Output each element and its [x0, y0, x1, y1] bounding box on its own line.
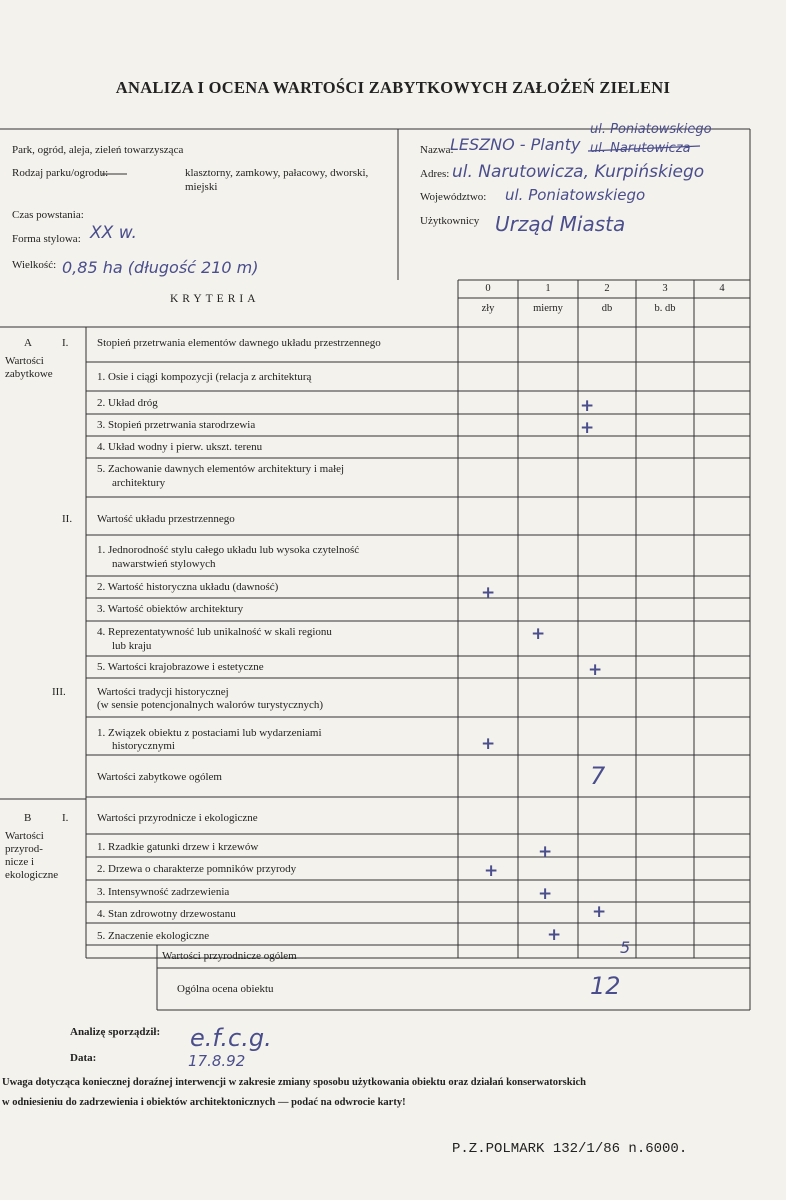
mark-b-3: +	[538, 884, 553, 904]
a1-item-4: 4. Układ wodny i pierw. ukszt. terenu	[97, 441, 263, 453]
b-item-4: 4. Stan zdrowotny drzewostanu	[97, 908, 236, 920]
mark-a2-5: +	[588, 660, 603, 680]
time-label: Czas powstania:	[12, 209, 84, 221]
name-value: LESZNO - Planty	[450, 135, 581, 154]
grade-3-label: b. db	[654, 303, 676, 314]
grade-2-label: db	[601, 303, 613, 314]
overall-value: 12	[590, 972, 621, 1000]
section-b-roman: I.	[62, 812, 69, 824]
a1-title: Stopień przetrwania elementów dawnego układu przestrzennego	[97, 337, 381, 349]
size-value: 0,85 ha (długość 210 m)	[62, 258, 259, 277]
b-item-2: 2. Drzewa o charakterze pomników przyrody	[97, 863, 297, 875]
style-label: Forma stylowa:	[12, 233, 81, 245]
note-line-1: Uwaga dotycząca koniecznej doraźnej interwencji w zakresie zmiany sposobu użytkowania obiektu oraz działań konserwatorskich	[2, 1077, 586, 1088]
section-b-label-1: Wartości	[5, 830, 44, 842]
voivodeship-label: Województwo:	[420, 191, 487, 203]
a3-title-1: Wartości tradycji historycznej	[97, 686, 229, 698]
kind-options-cont: miejski	[185, 181, 218, 193]
grade-0-num: 0	[485, 283, 491, 294]
a2-item-1-cont: nawarstwień stylowych	[112, 558, 216, 570]
b-item-1: 1. Rzadkie gatunki drzew i krzewów	[97, 841, 259, 853]
mark-a2-4: +	[531, 624, 546, 644]
a2-title: Wartość układu przestrzennego	[97, 513, 235, 525]
grade-0-label: zły	[481, 303, 495, 314]
date-label: Data:	[70, 1052, 97, 1064]
mark-b-2: +	[484, 861, 499, 881]
date-value: 17.8.92	[188, 1052, 246, 1070]
user-label: Użytkownicy	[420, 215, 480, 227]
mark-b-1: +	[538, 842, 553, 862]
a-total-label: Wartości zabytkowe ogólem	[97, 771, 222, 783]
section-a-label-1: Wartości	[5, 355, 44, 367]
a3-item-1: 1. Związek obiektu z postaciami lub wydarzeniami	[97, 727, 322, 739]
voivodeship-value: ul. Poniatowskiego	[505, 186, 646, 204]
a1-item-5: 5. Zachowanie dawnych elementów architektury i małej	[97, 463, 345, 475]
footer-code: P.Z.POLMARK 132/1/86 n.6000.	[452, 1141, 688, 1157]
a2-item-2: 2. Wartość historyczna układu (dawność)	[97, 581, 279, 593]
style-value: XX w.	[90, 223, 137, 243]
a3-title-2: (w sensie potencjonalnych walorów turystycznych)	[97, 699, 324, 711]
a2-item-4-cont: lub kraju	[112, 640, 152, 652]
name-label: Nazwa:	[420, 144, 454, 156]
section-a-letter: A	[24, 337, 32, 349]
grade-2-num: 2	[604, 283, 610, 294]
a1-item-1: 1. Osie i ciągi kompozycji (relacja z architekturą	[97, 371, 312, 383]
name-struck: ul. Narutowicza	[590, 141, 691, 156]
type-label: Park, ogród, aleja, zieleń towarzysząca	[12, 144, 184, 156]
section-a-roman: I.	[62, 337, 69, 349]
a3-roman: III.	[52, 686, 66, 698]
b-total-value: 5	[620, 938, 631, 957]
b-title: Wartości przyrodnicze i ekologiczne	[97, 812, 258, 824]
user-value: Urząd Miasta	[495, 212, 626, 236]
grade-4-num: 4	[719, 283, 725, 294]
note-line-2: w odniesieniu do zadrzewienia i obiektów architektonicznych — podać na odwrocie karty!	[2, 1097, 406, 1108]
section-b-label-2: przyrod-	[5, 843, 43, 855]
a1-item-5-cont: architektury	[112, 477, 166, 489]
kind-options: klasztorny, zamkowy, pałacowy, dworski,	[185, 167, 369, 179]
size-label: Wielkość:	[12, 259, 57, 271]
a2-roman: II.	[62, 513, 73, 525]
b-item-5: 5. Znaczenie ekologiczne	[97, 930, 210, 942]
grade-3-num: 3	[662, 283, 668, 294]
a1-item-2: 2. Układ dróg	[97, 397, 158, 409]
section-b-label-3: nicze i	[5, 856, 35, 868]
address-label: Adres:	[420, 168, 450, 180]
a2-item-5: 5. Wartości krajobrazowe i estetyczne	[97, 661, 264, 673]
a2-item-3: 3. Wartość obiektów architektury	[97, 603, 244, 615]
mark-a2-2: +	[481, 583, 496, 603]
a2-item-4: 4. Reprezentatywność lub unikalność w skali regionu	[97, 626, 332, 638]
overall-label: Ogólna ocena obiektu	[177, 983, 274, 995]
mark-a1-3: +	[580, 418, 595, 438]
name-extra: ul. Poniatowskiego	[590, 122, 712, 137]
section-b-letter: B	[24, 812, 32, 824]
mark-a1-2: +	[580, 396, 595, 416]
section-b-label-4: ekologiczne	[5, 869, 59, 881]
criteria-header: KRYTERIA	[170, 293, 260, 305]
grade-1-label: mierny	[533, 303, 563, 314]
b-total-label: Wartości przyrodnicze ogólem	[162, 950, 297, 962]
form-title: ANALIZA I OCENA WARTOŚCI ZABYTKOWYCH ZAŁOŻEŃ ZIELENI	[115, 78, 671, 97]
a1-item-3: 3. Stopień przetrwania starodrzewia	[97, 419, 256, 431]
section-a-label-2: zabytkowe	[5, 368, 53, 380]
mark-a3-1: +	[481, 734, 496, 754]
grade-1-num: 1	[545, 283, 551, 294]
kind-label: Rodzaj parku/ogrodu:	[12, 167, 109, 179]
a2-item-1: 1. Jednorodność stylu całego układu lub wysoka czytelność	[97, 544, 360, 556]
prepared-value: e.f.c.g.	[190, 1024, 272, 1052]
mark-b-4: +	[592, 902, 607, 922]
a-total-value: 7	[590, 762, 606, 790]
address-value: ul. Narutowicza, Kurpińskiego	[452, 162, 705, 182]
a3-item-1-cont: historycznymi	[112, 740, 175, 752]
mark-b-5: +	[547, 925, 562, 945]
b-item-3: 3. Intensywność zadrzewienia	[97, 886, 230, 898]
prepared-label: Analizę sporządził:	[70, 1026, 161, 1038]
